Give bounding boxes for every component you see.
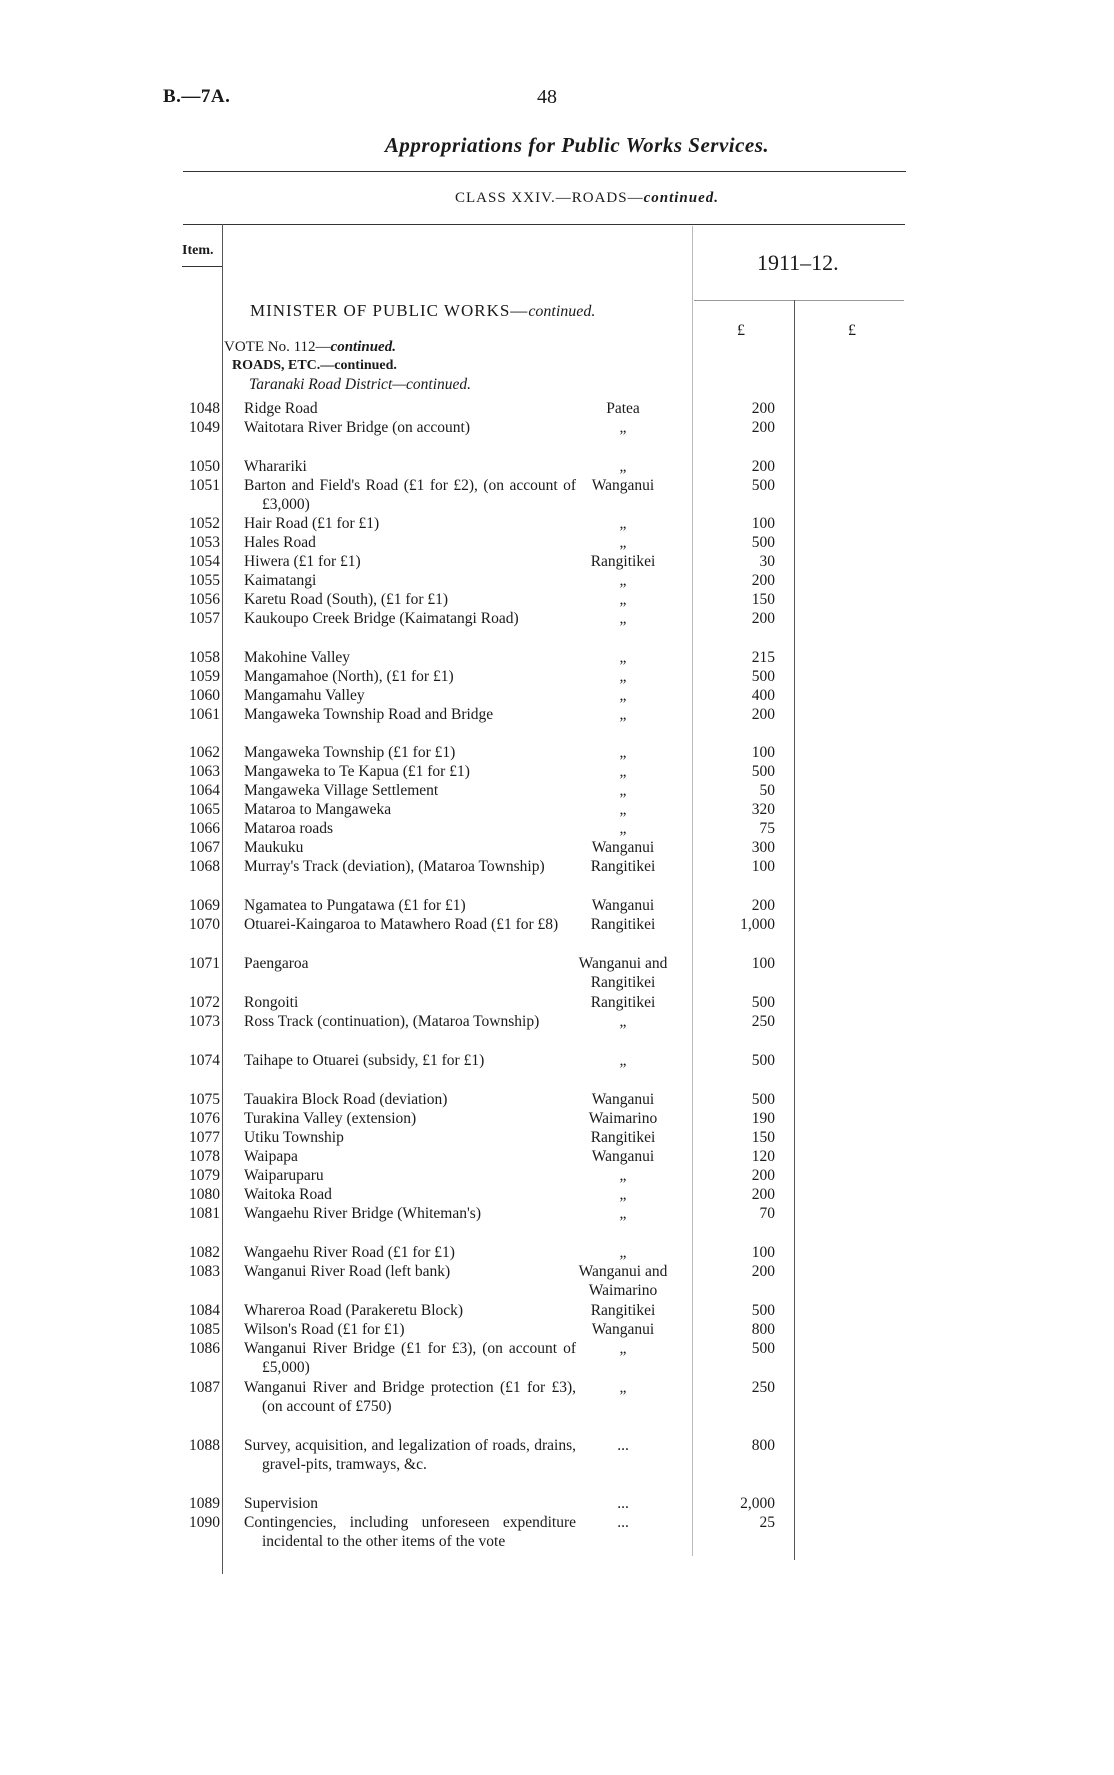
item-amount: 500 — [751, 1302, 775, 1319]
item-description: Hiwera (£1 for £1) — [244, 553, 361, 570]
item-description: Murray's Track (deviation), (Mataroa Township) — [244, 858, 545, 875]
item-amount: 250 — [751, 1379, 775, 1396]
item-amount: 200 — [751, 706, 775, 723]
item-amount: 300 — [751, 839, 775, 856]
item-number: 1084 — [189, 1302, 220, 1319]
item-district: „ — [619, 515, 627, 532]
item-description: Taihape to Otuarei (subsidy, £1 for £1) — [244, 1052, 485, 1069]
item-district: Waimarino — [588, 1110, 658, 1127]
item-district: „ — [619, 801, 627, 818]
item-number: 1068 — [189, 858, 220, 875]
item-number: 1090 — [189, 1514, 220, 1531]
item-description: Mangaweka Village Settlement — [244, 782, 439, 799]
item-district: Patea — [606, 400, 640, 417]
minister-text: MINISTER OF PUBLIC WORKS— — [250, 301, 529, 320]
item-amount: 1,000 — [740, 916, 775, 933]
item-district: „ — [619, 1244, 627, 1261]
item-district: „ — [619, 1186, 627, 1203]
item-district: „ — [619, 610, 627, 627]
item-description: Waiparuparu — [244, 1167, 324, 1184]
item-description: Rongoiti — [244, 994, 299, 1011]
item-amount: 200 — [751, 1167, 775, 1184]
item-amount: 25 — [759, 1514, 775, 1531]
item-amount: 800 — [751, 1321, 775, 1338]
item-district: „ — [619, 1379, 627, 1396]
page-title: Appropriations for Public Works Services. — [384, 133, 770, 157]
item-district: Rangitikei — [590, 553, 656, 570]
item-number: 1063 — [189, 763, 220, 780]
item-district: „ — [619, 1205, 627, 1222]
item-district: „ — [619, 1013, 627, 1030]
item-amount: 100 — [751, 858, 775, 875]
item-description: Ross Track (continuation), (Mataroa Township) — [244, 1013, 540, 1030]
item-description: Hales Road — [244, 534, 316, 551]
item-district: „ — [619, 763, 627, 780]
item-description: Maukuku — [244, 839, 304, 856]
item-amount: 200 — [751, 897, 775, 914]
currency-symbol-1: £ — [737, 322, 745, 339]
item-amount: 200 — [751, 1186, 775, 1203]
item-amount: 500 — [751, 534, 775, 551]
district-heading — [249, 376, 471, 394]
item-description: Ngamatea to Pungatawa (£1 for £1) — [244, 897, 466, 914]
item-amount: 500 — [751, 763, 775, 780]
item-amount: 100 — [751, 1244, 775, 1261]
item-number: 1049 — [189, 419, 220, 436]
item-number: 1053 — [189, 534, 220, 551]
item-description: Contingencies, including unforeseen expenditure incidental to the other items of the vote — [244, 1514, 576, 1550]
item-description: Supervision — [244, 1495, 319, 1512]
item-district: „ — [619, 419, 627, 436]
item-amount: 100 — [751, 515, 775, 532]
item-description: Tauakira Block Road (deviation) — [244, 1091, 448, 1108]
item-description: Ridge Road — [244, 400, 318, 417]
item-number: 1076 — [189, 1110, 220, 1127]
item-number: 1050 — [189, 458, 220, 475]
item-district: Rangitikei — [590, 1129, 656, 1146]
item-description: Mangaweka Township Road and Bridge — [244, 706, 494, 723]
class-heading-text: CLASS XXIV.—ROADS— — [454, 190, 644, 206]
item-number: 1061 — [189, 706, 220, 723]
item-amount: 200 — [751, 610, 775, 627]
item-district: ... — [617, 1495, 629, 1512]
item-description: Kaukoupo Creek Bridge (Kaimatangi Road) — [244, 610, 519, 627]
item-amount: 500 — [751, 668, 775, 685]
item-district: Wanganui and Rangitikei — [578, 955, 668, 991]
item-description: Waipapa — [244, 1148, 298, 1165]
item-amount: 320 — [751, 801, 775, 818]
item-amount: 200 — [751, 400, 775, 417]
item-description: Mangaweka to Te Kapua (£1 for £1) — [244, 763, 470, 780]
item-description: Survey, acquisition, and legalization of roads, drains, gravel-pits, tramways, &c. — [244, 1437, 576, 1473]
item-number: 1086 — [189, 1340, 220, 1357]
roads-heading: ROADS, ETC.—continued. — [232, 358, 397, 373]
item-column-header: Item. — [182, 243, 214, 258]
item-description: Mataroa to Mangaweka — [244, 801, 392, 818]
item-number: 1087 — [189, 1379, 220, 1396]
item-description: Kaimatangi — [244, 572, 317, 589]
item-amount: 400 — [751, 687, 775, 704]
item-amount: 150 — [751, 1129, 775, 1146]
item-description: Wharariki — [244, 458, 307, 475]
item-number: 1072 — [189, 994, 220, 1011]
item-amount: 500 — [751, 477, 775, 494]
item-number: 1065 — [189, 801, 220, 818]
item-number: 1080 — [189, 1186, 220, 1203]
item-number: 1073 — [189, 1013, 220, 1030]
item-description: Wilson's Road (£1 for £1) — [244, 1321, 405, 1338]
item-district: Wanganui — [591, 477, 655, 494]
item-amount: 200 — [751, 1263, 775, 1280]
item-district: „ — [619, 820, 627, 837]
item-amount: 2,000 — [740, 1495, 775, 1512]
item-amount: 50 — [759, 782, 775, 799]
item-amount: 150 — [751, 591, 775, 608]
item-number: 1052 — [189, 515, 220, 532]
vote-heading — [224, 339, 396, 356]
page-header-ref: B.—7A. — [163, 86, 231, 107]
item-amount: 500 — [751, 1052, 775, 1069]
item-number: 1070 — [189, 916, 220, 933]
item-amount: 120 — [751, 1148, 775, 1165]
item-district: Wanganui — [591, 1321, 655, 1338]
item-number: 1074 — [189, 1052, 220, 1069]
title-rule — [183, 171, 906, 172]
item-number: 1085 — [189, 1321, 220, 1338]
item-number: 1071 — [189, 955, 220, 972]
item-district: „ — [619, 1167, 627, 1184]
item-header-rule — [182, 266, 222, 267]
item-number: 1051 — [189, 477, 220, 494]
currency-symbol-2: £ — [848, 322, 856, 339]
item-description: Whareroa Road (Parakeretu Block) — [244, 1302, 464, 1319]
item-number: 1060 — [189, 687, 220, 704]
item-number: 1058 — [189, 649, 220, 666]
item-district: „ — [619, 1052, 627, 1069]
item-number: 1057 — [189, 610, 220, 627]
item-district: Wanganui — [591, 839, 655, 856]
item-column-divider — [222, 224, 223, 1574]
item-amount: 100 — [751, 744, 775, 761]
item-amount: 200 — [751, 419, 775, 436]
item-number: 1059 — [189, 668, 220, 685]
item-description: Otuarei-Kaingaroa to Matawhero Road (£1 for £8) — [244, 916, 559, 933]
item-district: „ — [619, 744, 627, 761]
district-column-divider — [692, 226, 693, 1556]
item-description: Wanganui River and Bridge protection (£1 for £3), (on account of £750) — [244, 1379, 576, 1415]
item-description: Turakina Valley (extension) — [244, 1110, 417, 1127]
item-district: Wanganui and Waimarino — [578, 1263, 668, 1299]
item-description: Barton and Field's Road (£1 for £2), (on account of £3,000) — [244, 477, 576, 513]
item-district: „ — [619, 782, 627, 799]
item-number: 1078 — [189, 1148, 220, 1165]
item-number: 1083 — [189, 1263, 220, 1280]
item-description: Paengaroa — [244, 955, 309, 972]
item-description: Mataroa roads — [244, 820, 334, 837]
item-district: Rangitikei — [590, 916, 656, 933]
item-description: Wangaehu River Bridge (Whiteman's) — [244, 1205, 481, 1222]
item-description: Mangaweka Township (£1 for £1) — [244, 744, 456, 761]
item-district: „ — [619, 706, 627, 723]
item-description: Mangamahoe (North), (£1 for £1) — [244, 668, 454, 685]
item-district: „ — [619, 591, 627, 608]
item-number: 1088 — [189, 1437, 220, 1454]
item-district: Rangitikei — [590, 858, 656, 875]
item-description: Makohine Valley — [244, 649, 351, 666]
year-header-rule — [694, 300, 904, 301]
item-description: Waitoka Road — [244, 1186, 332, 1203]
item-number: 1075 — [189, 1091, 220, 1108]
item-description: Mangamahu Valley — [244, 687, 365, 704]
item-number: 1082 — [189, 1244, 220, 1261]
item-number: 1056 — [189, 591, 220, 608]
table-top-rule — [183, 224, 905, 225]
item-amount: 500 — [751, 994, 775, 1011]
item-number: 1064 — [189, 782, 220, 799]
item-district: „ — [619, 572, 627, 589]
item-amount: 70 — [759, 1205, 775, 1222]
item-number: 1069 — [189, 897, 220, 914]
item-number: 1055 — [189, 572, 220, 589]
district-heading-text: Taranaki Road District—continued. — [249, 376, 472, 393]
item-number: 1089 — [189, 1495, 220, 1512]
item-number: 1077 — [189, 1129, 220, 1146]
item-amount: 75 — [759, 820, 775, 837]
class-heading-cont: continued. — [643, 190, 720, 206]
item-description: Karetu Road (South), (£1 for £1) — [244, 591, 449, 608]
vote-cont: continued. — [330, 339, 396, 355]
vote-text: VOTE No. 112— — [224, 339, 331, 355]
item-district: Rangitikei — [590, 994, 656, 1011]
item-district: ... — [617, 1514, 629, 1531]
item-amount: 190 — [751, 1110, 775, 1127]
minister-heading — [250, 301, 595, 321]
item-district: Wanganui — [591, 1091, 655, 1108]
item-amount: 30 — [759, 553, 775, 570]
minister-cont: continued. — [528, 303, 596, 320]
item-number: 1081 — [189, 1205, 220, 1222]
year-header: 1911–12. — [757, 250, 839, 275]
item-district: „ — [619, 458, 627, 475]
item-district: „ — [619, 534, 627, 551]
item-district: Rangitikei — [590, 1302, 656, 1319]
item-description: Utiku Township — [244, 1129, 344, 1146]
item-amount: 800 — [751, 1437, 775, 1454]
item-amount: 250 — [751, 1013, 775, 1030]
item-description: Wangaehu River Road (£1 for £1) — [244, 1244, 455, 1261]
item-district: Wanganui — [591, 1148, 655, 1165]
item-amount: 500 — [751, 1091, 775, 1108]
item-number: 1048 — [189, 400, 220, 417]
item-district: ... — [617, 1437, 629, 1454]
item-amount: 200 — [751, 572, 775, 589]
item-amount: 200 — [751, 458, 775, 475]
item-description: Hair Road (£1 for £1) — [244, 515, 380, 532]
item-description: Wanganui River Bridge (£1 for £3), (on account of £5,000) — [244, 1340, 576, 1376]
item-number: 1066 — [189, 820, 220, 837]
class-heading — [0, 190, 1114, 207]
amount-column-divider — [794, 300, 795, 1560]
item-number: 1054 — [189, 553, 220, 570]
item-amount: 215 — [751, 649, 775, 666]
item-description: Waitotara River Bridge (on account) — [244, 419, 470, 436]
item-number: 1079 — [189, 1167, 220, 1184]
item-district: Wanganui — [591, 897, 655, 914]
item-number: 1062 — [189, 744, 220, 761]
item-district: „ — [619, 649, 627, 666]
page-number: 48 — [537, 86, 557, 108]
item-district: „ — [619, 1340, 627, 1357]
item-number: 1067 — [189, 839, 220, 856]
item-amount: 500 — [751, 1340, 775, 1357]
item-district: „ — [619, 687, 627, 704]
item-amount: 100 — [751, 955, 775, 972]
item-district: „ — [619, 668, 627, 685]
item-description: Wanganui River Road (left bank) — [244, 1263, 451, 1280]
